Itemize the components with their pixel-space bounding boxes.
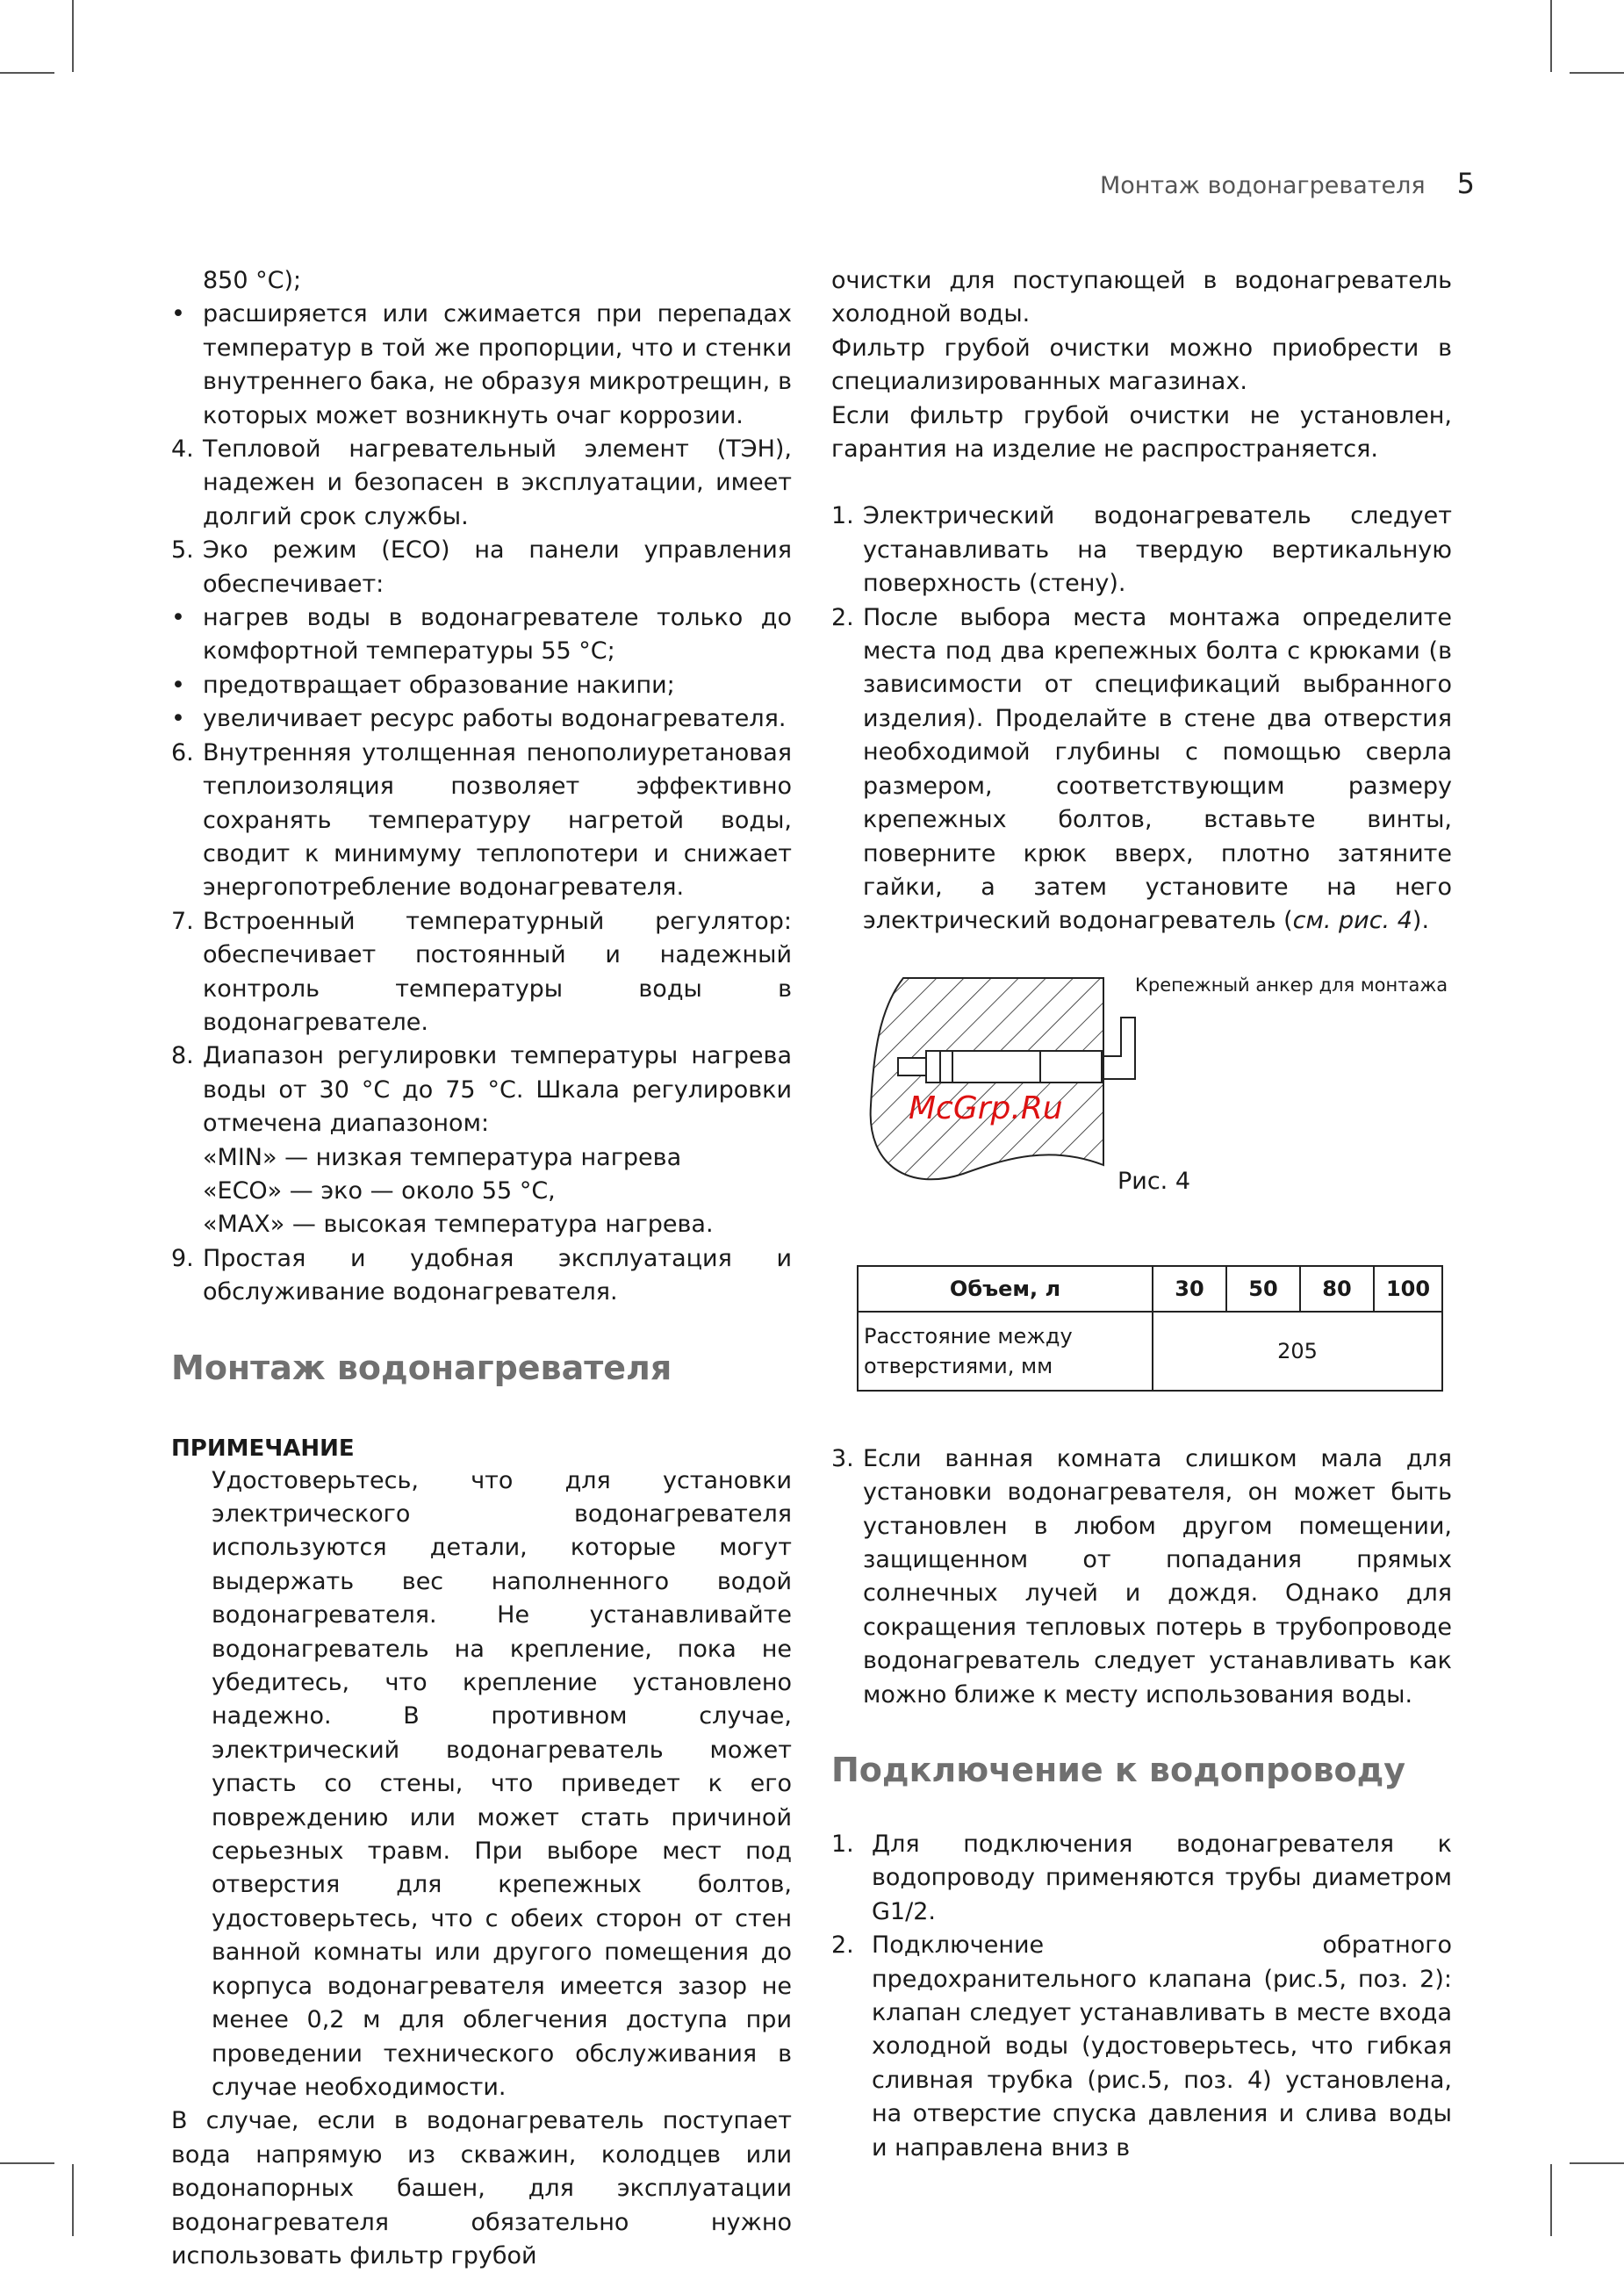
paragraph: очистки для поступающей в водонагреватель холодной воды. [831, 267, 1452, 328]
section-heading: Подключение к водопроводу [831, 1750, 1406, 1789]
bullet-item: • увеличивает ресурс работы водонагревателя. [171, 702, 792, 736]
numbered-item: 4. Тепловой нагревательный элемент (ТЭН), надежен и безопасен в эксплуатации, имеет долгий срок службы. [171, 435, 792, 530]
numbered-item: 6. Внутренняя утолщенная пенополиуретановая теплоизоляция позволяет эффективно сохранять температуру нагретой воды, сводит к минимуму теплопотери и снижает энергопотребление водонагревателя. [171, 738, 792, 902]
range-line: «MIN» — низкая температура нагрева [203, 1143, 682, 1171]
figure-label: Крепежный анкер для монтажа [1135, 974, 1448, 996]
numbered-item: 7. Встроенный температурный регулятор: обеспечивает постоянный и надежный контроль температуры воды в водонагревателе. [171, 907, 792, 1036]
crop-mark [72, 2164, 74, 2236]
anchor-tip [898, 1058, 926, 1075]
left-column [171, 264, 792, 2273]
bullet-item: • предотвращает образование накипи; [171, 669, 792, 702]
numbered-item: 2. После выбора места монтажа определите места под два крепежных болта с крюками (в зависимости от спецификаций выбранного изделия). Проделайте в стене два отверстия необходимой глубины с помощью сверла размером, соответствующим размеру крепежных болтов, вставьте винты, поверните крюк вверх, плотно затяните гайки, а затем установите на него электрический водонагреватель (см. рис. 4). [831, 603, 1452, 935]
range-line: «ECO» — эко — около 55 °С, [203, 1176, 556, 1205]
bullet-item: • нагрев воды в водонагревателе только до комфортной температуры 55 °С; [171, 601, 792, 669]
paragraph: Фильтр грубой очистки можно приобрести в специализированных магазинах. [831, 334, 1452, 396]
continuation-text: 850 °С); [203, 267, 302, 294]
bullet-marker: • [171, 671, 185, 699]
note-text: Удостоверьтесь, что для установки электрического водонагревателя используются детали, которые могут выдержать вес наполненного водой водонагревателя. Не устанавливайте водонагреватель на крепление, пока не убедитесь, что крепление установлено надежно. В противном случае, электрический водонагреватель может упасть со стены, что приведет к его повреждению или может стать причиной серьезных травм. При выборе мест под отверстия для крепежных болтов, удостоверьтесь, что с обеих сторон от стен ванной комнаты или другого помещения до корпуса водонагревателя имеется зазор не менее 0,2 м для облегчения доступа при проведении технического обслуживания в случае необходимости. [212, 1466, 792, 2101]
bullet-marker: • [171, 604, 185, 632]
numbered-item: 8. Диапазон регулировки температуры нагрева воды от 30 °С до 75 °С. Шкала регулировки отмечена диапазоном: [171, 1042, 792, 1138]
numbered-item: 3. Если ванная комната слишком мала для установки водонагревателя, он может быть установлен в любом другом помещении, защищенном от попадания прямых солнечных лучей и дождя. Однако для сокращения тепловых потерь в трубопроводе водонагреватель следует устанавливать как можно ближе к месту использования воды. [831, 1444, 1452, 1708]
numbered-item: 9. Простая и удобная эксплуатация и обслуживание водонагревателя. [171, 1244, 792, 1306]
figure-reference: см. рис. 4 [1292, 907, 1412, 935]
bullet-item: • расширяется или сжимается при перепадах температур в той же пропорции, что и стенки внутреннего бака, не образуя микротрещин, в которых может возникнуть очаг коррозии. [171, 298, 792, 433]
crop-mark [0, 2162, 54, 2164]
table-row [858, 1266, 1442, 1312]
right-column [831, 264, 1452, 2165]
table-cell: 205 [1153, 1312, 1442, 1391]
paragraph: Если фильтр грубой очистки не установлен, гарантия на изделие не распространяется. [831, 401, 1452, 464]
numbered-item: 5. Эко режим (ECO) на панели управления обеспечивает: [171, 536, 792, 598]
table-cell: Расстояние между отверстиями, мм [858, 1312, 1153, 1391]
anchor-nut [940, 1051, 952, 1083]
paragraph: В случае, если в водонагреватель поступает вода напрямую из скважин, колодцев или водонапорных башен, для эксплуатации водонагревателя обязательно нужно использовать фильтр грубой [171, 2107, 792, 2269]
anchor-sleeve [1040, 1051, 1102, 1083]
numbered-item: 1. Электрический водонагреватель следует устанавливать на твердую вертикальную поверхность (стену). [831, 502, 1452, 598]
crop-mark [1550, 2164, 1552, 2236]
bullet-marker: • [171, 705, 185, 733]
numbered-item: 2. Подключение обратного предохранительного клапана (рис.5, поз. 2): клапан следует устанавливать в месте входа холодной воды (удостоверьтесь, что гибкая сливная трубка (рис.5, поз. 4) установлена, на отверстие спуска давления и слива воды и направлена вниз в [831, 1931, 1452, 2162]
crop-mark [1570, 2162, 1624, 2164]
figure-caption: Рис. 4 [1117, 1167, 1191, 1195]
crop-mark [1570, 72, 1624, 74]
table-header-cell: 30 [1153, 1266, 1226, 1312]
page-number: 5 [1456, 167, 1475, 200]
anchor-hook [1102, 1018, 1135, 1079]
figure-4 [831, 974, 1452, 1211]
bullet-marker: • [171, 300, 185, 328]
range-line: «MAX» — высокая температура нагрева. [203, 1211, 714, 1239]
crop-mark [72, 0, 74, 72]
section-heading: Монтаж водонагревателя [171, 1348, 672, 1387]
table-header-cell: 50 [1226, 1266, 1300, 1312]
numbered-item: 1. Для подключения водонагревателя к водопроводу применяются трубы диаметром G1/2. [831, 1830, 1452, 1925]
crop-mark [0, 72, 54, 74]
table-row [858, 1312, 1442, 1391]
table-header-cell: Объем, л [858, 1266, 1153, 1312]
table-header-cell: 80 [1300, 1266, 1374, 1312]
watermark-text: McGrp.Ru [909, 1090, 1063, 1126]
crop-mark [1550, 0, 1552, 72]
spec-table [857, 1265, 1443, 1392]
table-header-cell: 100 [1374, 1266, 1442, 1312]
header-section-title: Монтаж водонагревателя [1099, 172, 1426, 199]
running-header [1097, 167, 1475, 202]
note-heading: ПРИМЕЧАНИЕ [171, 1435, 355, 1462]
